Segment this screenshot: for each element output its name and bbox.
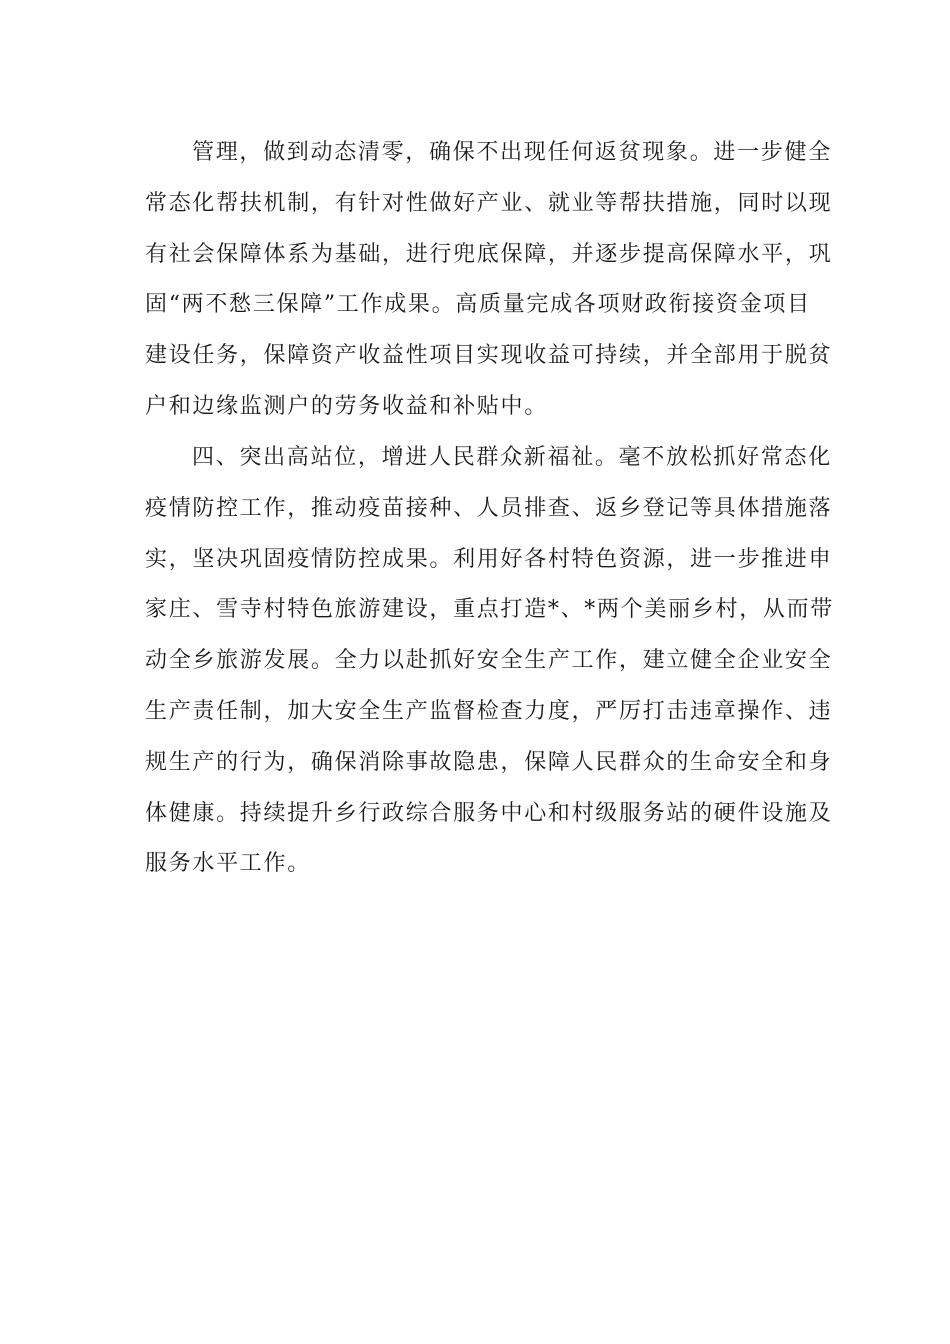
text-line: 规生产的行为，确保消除事故隐患，保障人民群众的生命安全和身 — [145, 749, 833, 775]
text-line: 管理，做到动态清零，确保不出现任何返贫现象。进一步健全 — [192, 140, 832, 165]
text-line: 固“两不愁三保障”工作成果。高质量完成各项财政衔接资金项目 — [145, 292, 811, 318]
text-line: 实，坚决巩固疫情防控成果。利用好各村特色资源，进一步推进申 — [145, 546, 833, 572]
text-line: 有社会保障体系为基础，进行兜底保障，并逐步提高保障水平，巩 — [145, 241, 833, 267]
text-line: 服务水平工作。 — [145, 851, 311, 877]
text-line: 体健康。持续提升乡行政综合服务中心和村级服务站的硬件设施及 — [145, 800, 833, 826]
text-line: 疫情防控工作，推动疫苗接种、人员排查、返乡登记等具体措施落 — [145, 495, 833, 521]
paragraph-section-four — [145, 433, 835, 890]
text-line: 户和边缘监测户的劳务收益和补贴中。 — [145, 393, 548, 419]
text-line: 动全乡旅游发展。全力以赴抓好安全生产工作，建立健全企业安全 — [145, 648, 833, 674]
text-line: 家庄、雪寺村特色旅游建设，重点打造*、*两个美丽乡村，从而带 — [145, 597, 835, 623]
text-line: 常态化帮扶机制，有针对性做好产业、就业等帮扶措施，同时以现 — [145, 190, 833, 216]
paragraph-poverty-prevention — [145, 128, 833, 433]
text-line: 建设任务，保障资产收益性项目实现收益可持续，并全部用于脱贫 — [145, 343, 833, 369]
text-line: 四、突出高站位，增进人民群众新福祉。毫不放松抓好常态化 — [192, 445, 832, 470]
text-line: 生产责任制，加大安全生产监督检查力度，严厉打击违章操作、违 — [145, 698, 833, 724]
